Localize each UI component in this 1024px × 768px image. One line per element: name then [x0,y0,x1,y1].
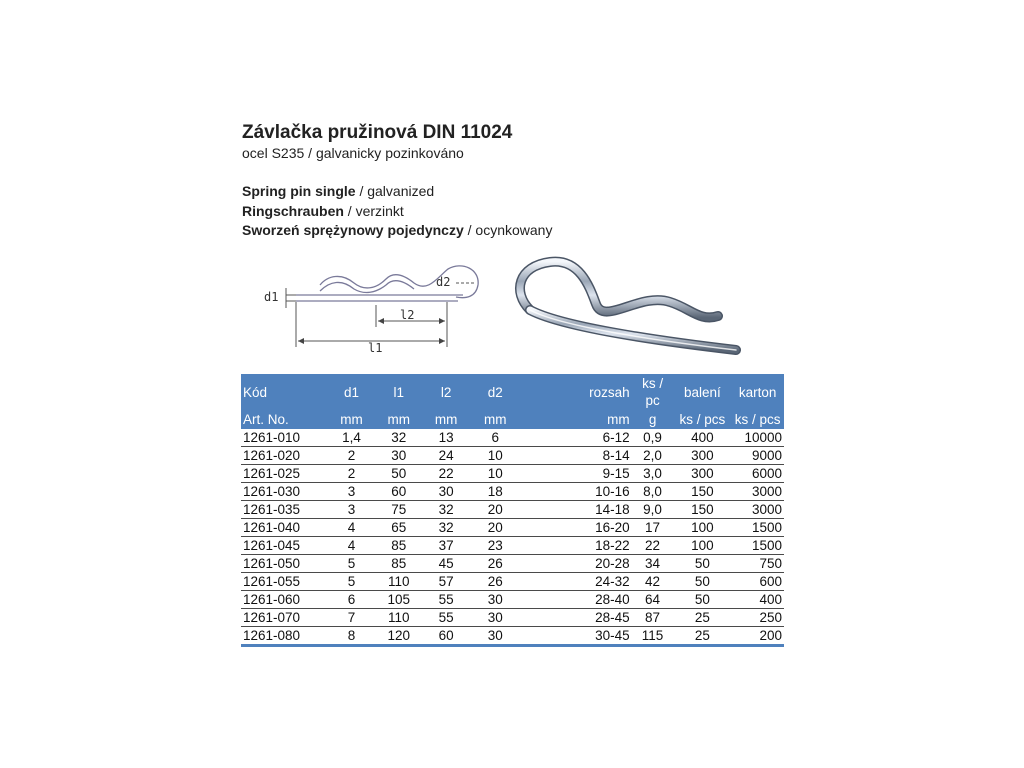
table-cell: 1500 [731,537,784,555]
header-cell: ks / pcs [734,412,781,427]
table-cell: 50 [674,573,732,591]
table-cell: 2 [327,447,376,465]
table-cell: 1500 [731,519,784,537]
table-cell [520,447,570,465]
table-cell: 6 [471,429,520,447]
table-cell: 100 [674,537,732,555]
dimensions-table [241,374,784,647]
table-cell: 75 [376,501,422,519]
product-subtitle: ocel S235 / galvanicky pozinkováno [242,145,464,161]
header-cell: mm [434,412,458,427]
table-cell: 45 [422,555,471,573]
label-l2: l2 [400,308,415,322]
header-cell: d1 [343,384,359,400]
header-cell: mm [340,412,363,427]
table-cell: 55 [422,591,471,609]
table-cell: 1261-080 [241,627,327,646]
header-cell: Kód [243,384,268,400]
table-cell: 8-14 [570,447,632,465]
table-cell [520,609,570,627]
table-cell: 64 [632,591,674,609]
table-cell: 115 [632,627,674,646]
product-title: Závlačka pružinová DIN 11024 [242,122,513,143]
header-cell [520,374,570,410]
header-cell: mm [387,412,411,427]
table-cell: 30 [471,609,520,627]
table-cell: 1261-050 [241,555,327,573]
table-cell: 28-45 [570,609,632,627]
table-cell: 750 [731,555,784,573]
table-cell: 2,0 [632,447,674,465]
table-cell: 1,4 [327,429,376,447]
table-cell: 4 [327,519,376,537]
table-cell: 3 [327,483,376,501]
table-cell: 20-28 [570,555,632,573]
table-cell: 87 [632,609,674,627]
header-cell: ks / pc [642,376,664,408]
table-row [241,429,784,447]
table-cell: 30-45 [570,627,632,646]
spring-pin-photo [500,252,750,367]
description-line-en: Spring pin single / galvanized [242,183,435,199]
table-cell: 110 [376,609,422,627]
table-cell: 26 [471,573,520,591]
table-header-row [241,410,784,429]
table-cell: 1261-030 [241,483,327,501]
table-cell: 42 [632,573,674,591]
table-cell: 22 [422,465,471,483]
table-cell: 10 [471,465,520,483]
table-body [241,429,784,646]
technical-drawing [258,255,498,355]
table-cell: 100 [674,519,732,537]
header-cell: balení [684,384,721,400]
table-cell: 50 [674,555,732,573]
table-cell: 10 [471,447,520,465]
table-cell: 22 [632,537,674,555]
table-cell: 10-16 [570,483,632,501]
table-cell: 10000 [731,429,784,447]
table-cell: 30 [422,483,471,501]
table-cell: 23 [471,537,520,555]
label-d2: d2 [436,275,451,289]
table-row [241,609,784,627]
table-cell: 18-22 [570,537,632,555]
table-cell: 13 [422,429,471,447]
table-cell [520,501,570,519]
table-cell: 300 [674,465,732,483]
table-cell: 1261-010 [241,429,327,447]
header-cell [520,410,570,429]
table-cell: 32 [376,429,422,447]
header-cell: d2 [487,384,503,400]
table-row [241,537,784,555]
table-cell: 1261-020 [241,447,327,465]
table-cell: 600 [731,573,784,591]
table-cell: 1261-055 [241,573,327,591]
table-cell: 400 [731,591,784,609]
table-cell: 1261-070 [241,609,327,627]
table-cell: 1261-060 [241,591,327,609]
table-cell: 32 [422,519,471,537]
table-cell: 85 [376,537,422,555]
table-cell: 65 [376,519,422,537]
table-header-row [241,374,784,410]
table-cell: 20 [471,519,520,537]
table-cell: 26 [471,555,520,573]
table-cell: 9,0 [632,501,674,519]
table-cell: 3000 [731,501,784,519]
table-cell: 1261-035 [241,501,327,519]
table-cell: 2 [327,465,376,483]
table-cell: 8 [327,627,376,646]
table-cell [520,465,570,483]
table-cell: 6000 [731,465,784,483]
table-cell: 30 [471,591,520,609]
table-cell: 55 [422,609,471,627]
table-cell [520,627,570,646]
table-cell: 50 [376,465,422,483]
description-line-de: Ringschrauben / verzinkt [242,203,404,219]
table-cell [520,591,570,609]
header-cell: rozsah [589,384,630,400]
header-cell: l2 [440,384,452,400]
description-line-pl: Sworzeń sprężynowy pojedynczy / ocynkowany [242,222,553,238]
table-cell: 4 [327,537,376,555]
header-cell: l1 [393,384,405,400]
table-cell: 1261-025 [241,465,327,483]
table-cell: 6-12 [570,429,632,447]
table-cell [520,537,570,555]
table-cell: 24-32 [570,573,632,591]
table-cell: 37 [422,537,471,555]
table-cell: 57 [422,573,471,591]
table-cell [520,483,570,501]
table-cell: 5 [327,555,376,573]
table-cell [520,573,570,591]
table-cell: 24 [422,447,471,465]
table-row [241,591,784,609]
table-cell: 85 [376,555,422,573]
table-cell: 60 [422,627,471,646]
table-cell: 6 [327,591,376,609]
label-l1: l1 [368,341,383,355]
table-cell: 50 [674,591,732,609]
table-cell: 105 [376,591,422,609]
table-cell: 7 [327,609,376,627]
table-row [241,573,784,591]
table-cell: 9000 [731,447,784,465]
table-cell: 17 [632,519,674,537]
table-cell: 32 [422,501,471,519]
table-cell: 120 [376,627,422,646]
table-cell: 14-18 [570,501,632,519]
table-cell: 9-15 [570,465,632,483]
table-cell: 18 [471,483,520,501]
table-row [241,555,784,573]
table-cell: 0,9 [632,429,674,447]
table-cell: 3,0 [632,465,674,483]
table-cell: 34 [632,555,674,573]
table-cell: 5 [327,573,376,591]
table-cell: 250 [731,609,784,627]
table-cell: 30 [376,447,422,465]
header-cell: karton [738,384,777,400]
table-cell: 8,0 [632,483,674,501]
header-cell: mm [607,412,630,427]
table-row [241,465,784,483]
table-cell: 300 [674,447,732,465]
table-cell: 200 [731,627,784,646]
table-row [241,519,784,537]
table-row [241,447,784,465]
table-cell: 30 [471,627,520,646]
table-cell [520,429,570,447]
table-cell: 28-40 [570,591,632,609]
table-cell: 1261-040 [241,519,327,537]
table-cell: 1261-045 [241,537,327,555]
table-cell: 3 [327,501,376,519]
table-cell: 150 [674,501,732,519]
table-cell: 16-20 [570,519,632,537]
table-row [241,483,784,501]
table-cell: 25 [674,627,732,646]
table-cell: 150 [674,483,732,501]
table-cell: 3000 [731,483,784,501]
table-row [241,627,784,646]
table-cell: 400 [674,429,732,447]
header-cell: Art. No. [243,412,289,427]
table-cell [520,519,570,537]
table-row [241,501,784,519]
header-cell: g [648,412,657,427]
label-d1: d1 [264,290,279,304]
header-cell: mm [483,412,507,427]
header-cell: ks / pcs [679,412,726,427]
table-cell [520,555,570,573]
table-cell: 110 [376,573,422,591]
table-cell: 25 [674,609,732,627]
table-cell: 20 [471,501,520,519]
table-cell: 60 [376,483,422,501]
